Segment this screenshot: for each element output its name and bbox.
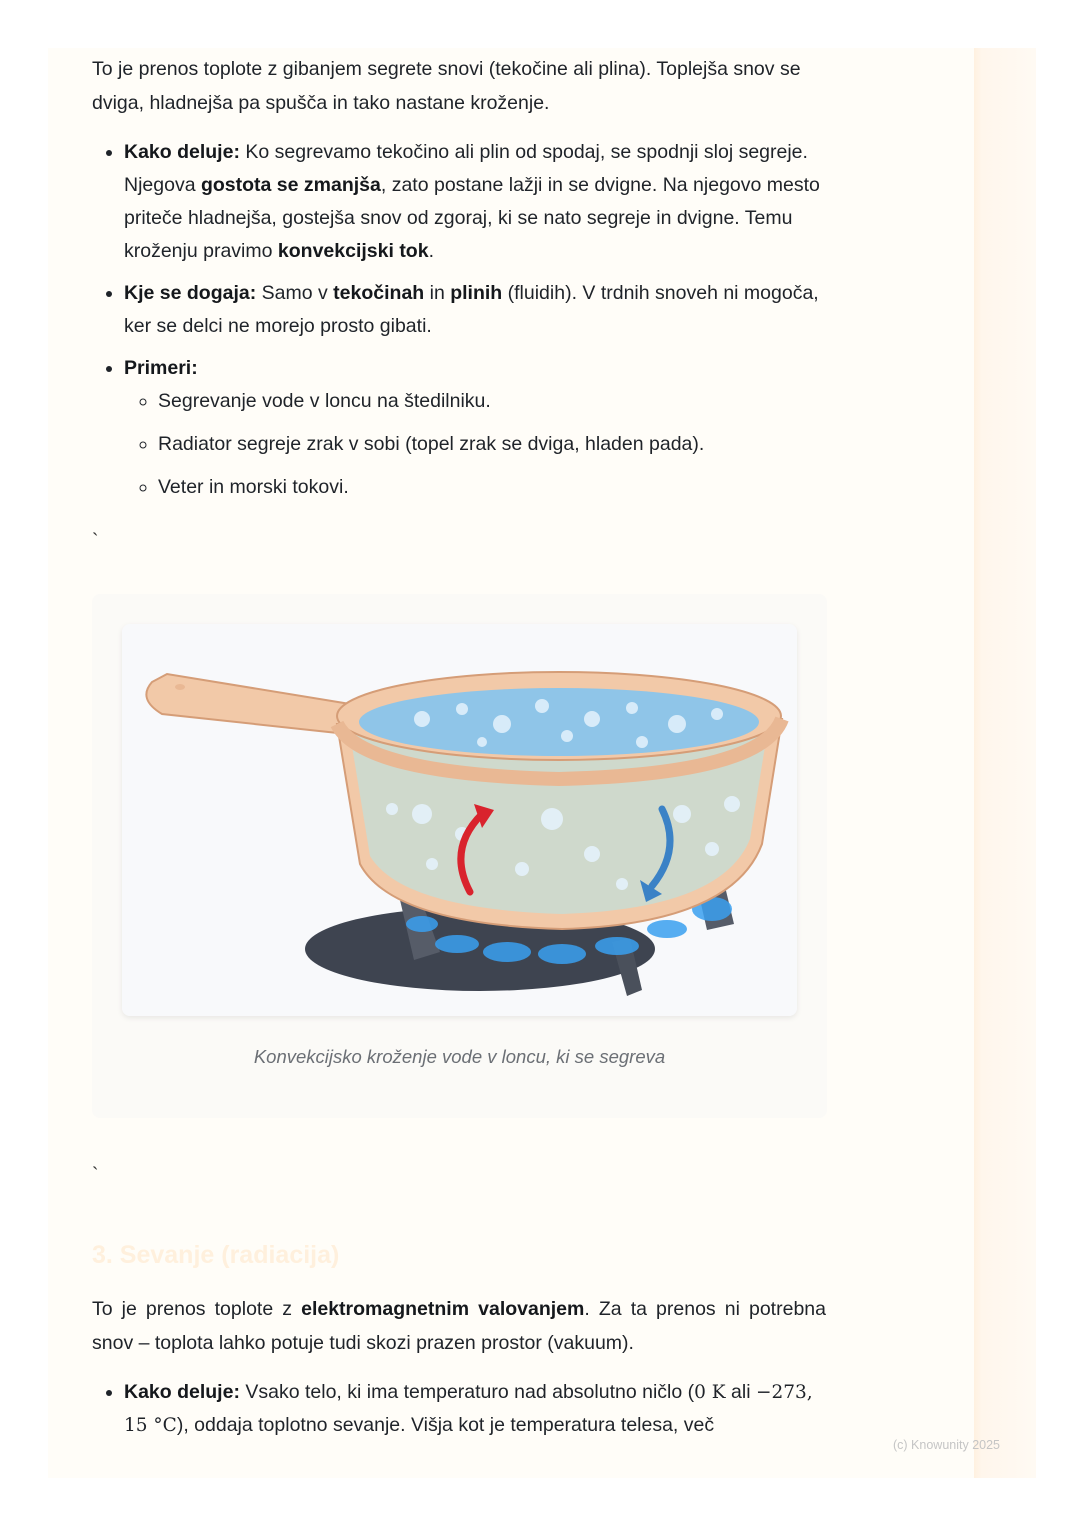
- paragraph-text: To je prenos toplote z: [92, 1298, 302, 1320]
- bold-term: elektromagnetnim valovanjem: [301, 1298, 585, 1320]
- list-item: ◦ Veter in morski tokovi.: [158, 471, 826, 504]
- copyright-footer: (c) Knowunity 2025: [893, 1438, 1001, 1452]
- bullet-how-it-works: [124, 136, 826, 268]
- convection-bullets: [92, 136, 826, 504]
- bullet-label: Kako deluje:: [124, 141, 240, 163]
- bullet-text: , zato postane lažji in se dvigne. Na njegovo mesto priteče hladnejša, gostejša snov od zgoraj, ki se nato segreje in dvigne. Temu kroženju pravimo: [124, 174, 820, 262]
- bullet-text: (fluidih). V trdnih snoveh ni mogoča, ker se delci ne morejo prosto gibati.: [124, 282, 819, 337]
- bullet-text: Ko segrevamo tekočino ali plin od spodaj, se spodnji sloj segreje. Njegova: [124, 141, 808, 196]
- convection-pot-illustration: [122, 624, 797, 1016]
- figure-caption: Konvekcijsko kroženje vode v loncu, ki se segreva: [253, 1046, 666, 1067]
- document-content: [92, 52, 826, 1451]
- bullet-text: Samo v: [256, 282, 334, 304]
- list-item: ◦ Segrevanje vode v loncu na štedilniku.: [158, 385, 826, 418]
- stray-backtick: `: [92, 1164, 99, 1186]
- bold-term: gostota se zmanjša: [200, 174, 381, 196]
- bold-term: plinih: [450, 282, 503, 304]
- bullet-label: Kje se dogaja:: [124, 282, 257, 304]
- bullet-text: ali: [725, 1381, 756, 1403]
- list-item: ◦ Radiator segreje zrak v sobi (topel zrak se dviga, hladen pada).: [158, 428, 826, 461]
- bullet-label: Kako deluje:: [124, 1381, 240, 1403]
- bullet-where: [124, 277, 826, 343]
- pot-image: [122, 624, 797, 1016]
- radiation-bullets: [92, 1376, 826, 1442]
- figure-container: [92, 594, 827, 1118]
- page-edge-strip: [974, 48, 1036, 1478]
- paragraph-text: . Za ta prenos ni potrebna snov – toplota lahko potuje tudi skozi prazen prostor (vakuum).: [92, 1298, 826, 1354]
- bullet-how-it-works: [124, 1376, 826, 1442]
- math-expression: 0 K: [694, 1382, 726, 1403]
- bullet-text: .: [428, 240, 434, 262]
- bold-term: konvekcijski tok: [277, 240, 429, 262]
- bold-term: tekočinah: [333, 282, 425, 304]
- section-heading-radiation: 3. Sevanje (radiacija): [92, 1241, 340, 1269]
- intro-paragraph: To je prenos toplote z gibanjem segrete snovi (tekočine ali plina). Toplejša snov se dviga, hladnejša pa spušča in tako nastane kroženje.: [92, 58, 801, 114]
- bullet-text: ), oddaja toplotno sevanje. Višja kot je temperatura telesa, več: [176, 1414, 715, 1436]
- bullet-text: in: [424, 282, 451, 304]
- bullet-examples: [124, 352, 826, 504]
- math-expression: −273, 15 °C: [124, 1382, 813, 1436]
- radiation-paragraph: [92, 1292, 826, 1360]
- bullet-text: Vsako telo, ki ima temperaturo nad absolutno ničlo (: [239, 1381, 695, 1403]
- bullet-label: Primeri:: [124, 357, 198, 379]
- examples-list: [124, 385, 826, 504]
- stray-backtick: `: [92, 530, 99, 552]
